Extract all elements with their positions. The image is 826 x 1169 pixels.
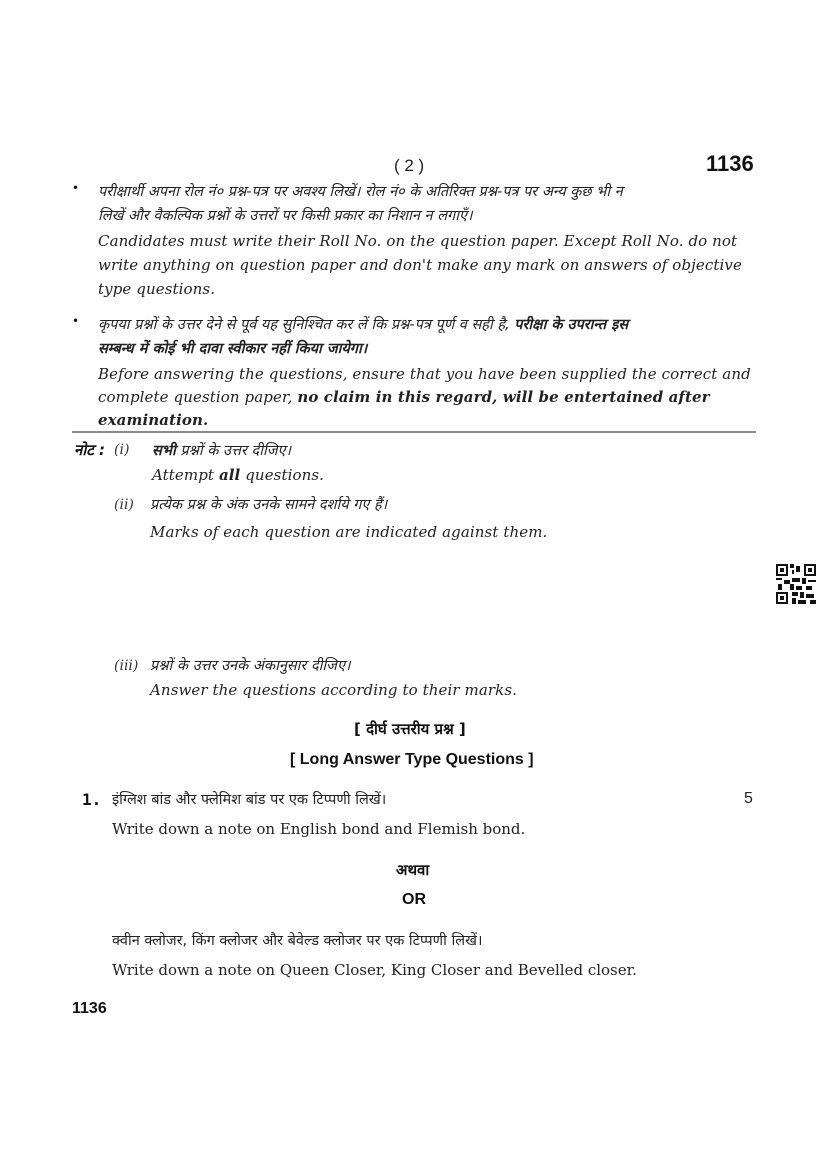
note-1-english-post: questions. — [240, 466, 325, 484]
note-1-hindi-bold: सभी — [152, 443, 176, 459]
bullet-icon: • — [72, 314, 80, 328]
note-1-hindi-rest: प्रश्नों के उत्तर दीजिए। — [175, 443, 291, 459]
note-1-hindi — [152, 440, 291, 460]
instruction-2-hindi-line-2: सम्बन्ध में कोई भी दावा स्वीकार नहीं किया जायेगा। — [98, 341, 368, 357]
divider — [72, 431, 756, 433]
note-label: नोट : — [74, 441, 105, 459]
note-2-hindi: प्रत्येक प्रश्न के अंक उनके सामने दर्शाये गए हैं। — [150, 497, 388, 513]
instruction-1-english-line-3: type questions. — [98, 280, 216, 298]
instruction-1-hindi-line-1: परीक्षार्थी अपना रोल नं० प्रश्न-पत्र पर अवश्य लिखें। रोल नं० के अतिरिक्त प्रश्न-पत्र पर अन्य कुछ भी न — [98, 184, 623, 200]
qr-code-icon — [776, 564, 816, 604]
instruction-1-hindi-line-2: लिखें और वैकल्पिक प्रश्नों के उत्तरों पर किसी प्रकार का निशान न लगाएँ। — [98, 208, 473, 224]
note-2-english: Marks of each question are indicated against them. — [150, 523, 548, 541]
note-3-english: Answer the questions according to their marks. — [150, 681, 517, 699]
question-1-alt-hindi: क्वीन क्लोजर, किंग क्लोजर और बेवेल्ड क्लोजर पर एक टिप्पणी लिखें। — [112, 933, 483, 949]
note-1-english — [152, 466, 324, 484]
or-english: OR — [402, 891, 426, 908]
instruction-2-hindi-normal: कृपया प्रश्नों के उत्तर देने से पूर्व यह सुनिश्चित कर लें कि प्रश्न-पत्र पूर्ण व सही है, — [98, 317, 515, 333]
question-1-number: 1. — [82, 790, 102, 809]
question-1-english: Write down a note on English bond and Flemish bond. — [112, 820, 526, 838]
page-number: ( 2 ) — [394, 156, 425, 175]
section-title-hindi: [ दीर्घ उत्तरीय प्रश्न ] — [354, 720, 466, 738]
question-1-marks: 5 — [744, 790, 753, 807]
note-1-roman: (i) — [114, 442, 130, 458]
paper-code-header: 1136 — [706, 151, 754, 176]
section-title-english: [ Long Answer Type Questions ] — [290, 751, 534, 768]
paper-code-footer: 1136 — [72, 1000, 107, 1017]
instruction-2-hindi-bold: परीक्षा के उपरान्त इस — [514, 317, 629, 333]
instruction-2-hindi-line-1 — [98, 314, 628, 334]
instruction-1-english-line-1: Candidates must write their Roll No. on the question paper. Except Roll No. do not — [98, 232, 738, 250]
question-1-alt-english: Write down a note on Queen Closer, King Closer and Bevelled closer. — [112, 961, 637, 979]
instruction-2-english-line-1: Before answering the questions, ensure that you have been supplied the correct and — [98, 365, 751, 383]
note-3-roman: (iii) — [114, 658, 139, 674]
instruction-1-english-line-2: write anything on question paper and don't make any mark on answers of objective — [98, 256, 742, 274]
instruction-2-english-line-2 — [98, 388, 710, 406]
instruction-2-english-line-3: examination. — [98, 411, 209, 429]
note-1-english-bold: all — [218, 466, 241, 484]
question-1-hindi: इंग्लिश बांड और फ्लेमिश बांड पर एक टिप्पणी लिखें। — [112, 792, 387, 808]
note-1-english-pre: Attempt — [152, 466, 219, 484]
bullet-icon: • — [72, 181, 80, 195]
note-3-hindi: प्रश्नों के उत्तर उनके अंकानुसार दीजिए। — [150, 658, 351, 674]
or-hindi: अथवा — [396, 861, 430, 879]
instruction-2-english-bold: no claim in this regard, will be entertained after — [297, 388, 710, 406]
instruction-2-english-normal: complete question paper, — [98, 388, 298, 406]
note-2-roman: (ii) — [114, 497, 134, 513]
